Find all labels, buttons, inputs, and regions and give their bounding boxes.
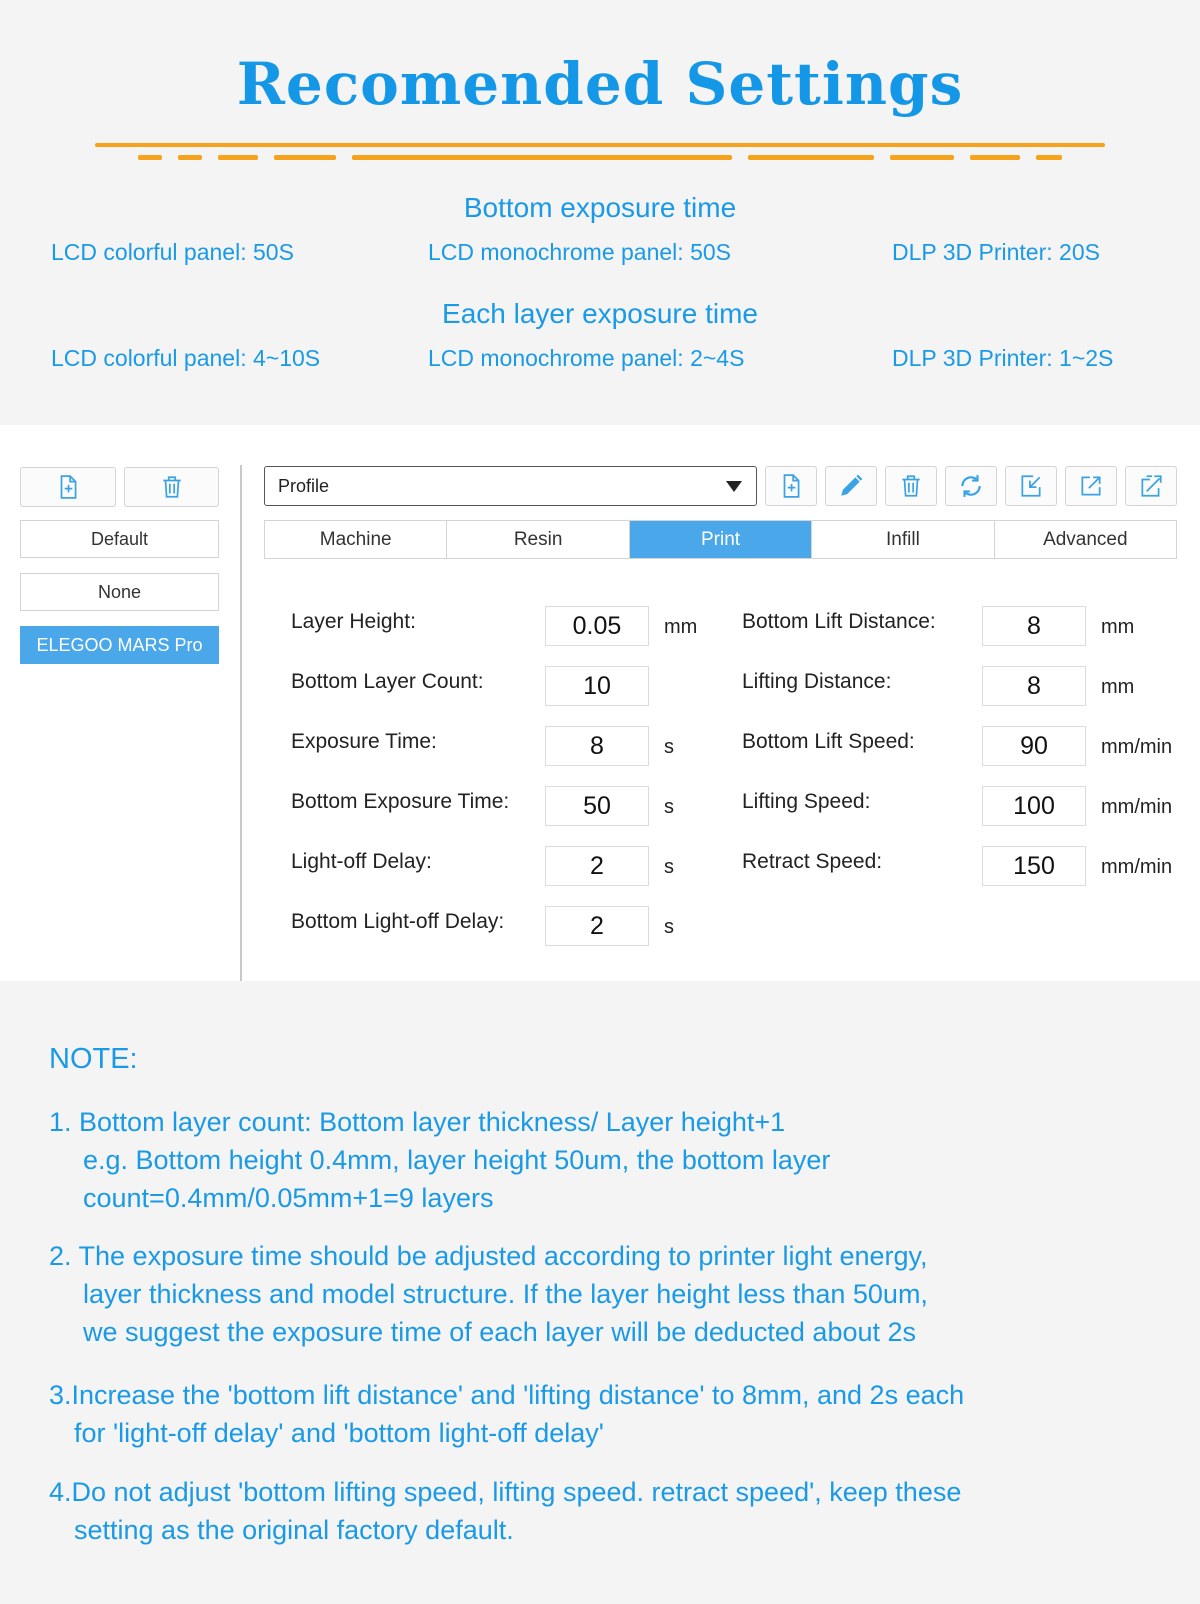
- bottom-exposure-time-unit: s: [664, 796, 674, 818]
- note-title: NOTE:: [49, 1043, 138, 1075]
- lifting-speed-input[interactable]: 100: [982, 786, 1086, 826]
- refresh-button[interactable]: [945, 466, 997, 506]
- note-2-line-1: 2. The exposure time should be adjusted according to printer light energy,: [49, 1241, 928, 1271]
- profile-select[interactable]: [264, 466, 757, 506]
- lifting-distance-label: Lifting Distance:: [742, 670, 892, 693]
- note-2-line-3: we suggest the exposure time of each layer will be deducted about 2s: [83, 1317, 917, 1347]
- layer-exposure-dlp: DLP 3D Printer: 1~2S: [892, 345, 1114, 371]
- note-3-line-1: 3.Increase the 'bottom lift distance' and 'lifting distance' to 8mm, and 2s each: [49, 1380, 965, 1410]
- bottom-exposure-time-label: Bottom Exposure Time:: [291, 790, 510, 813]
- bottom-lift-distance-unit: mm: [1101, 616, 1135, 638]
- tab-machine[interactable]: Machine: [265, 521, 447, 558]
- layer-height-unit: mm: [664, 616, 698, 638]
- export-icon: [1078, 473, 1104, 499]
- note-1-line-1: 1. Bottom layer count: Bottom layer thickness/ Layer height+1: [49, 1107, 786, 1137]
- light-off-delay-unit: s: [664, 856, 674, 878]
- new-file-icon: [55, 474, 81, 500]
- bottom-exposure-dlp: DLP 3D Printer: 20S: [892, 239, 1100, 265]
- export-button[interactable]: [1065, 466, 1117, 506]
- settings-panel: [0, 425, 1200, 981]
- bottom-lift-distance-input[interactable]: 8: [982, 606, 1086, 646]
- light-off-delay-input[interactable]: 2: [545, 846, 649, 886]
- lifting-distance-unit: mm: [1101, 676, 1135, 698]
- exposure-time-label: Exposure Time:: [291, 730, 437, 753]
- note-1-line-2: e.g. Bottom height 0.4mm, layer height 50um, the bottom layer: [83, 1145, 831, 1175]
- delete-button[interactable]: [885, 466, 937, 506]
- tab-advanced[interactable]: Advanced: [995, 521, 1176, 558]
- profile-select-value: Profile: [278, 475, 330, 496]
- share-button[interactable]: [1125, 466, 1177, 506]
- lifting-distance-input[interactable]: 8: [982, 666, 1086, 706]
- layer-height-label: Layer Height:: [291, 610, 416, 633]
- settings-tabs: [264, 520, 1177, 559]
- layer-exposure-lcd-colorful: LCD colorful panel: 4~10S: [51, 345, 321, 371]
- bottom-lift-speed-unit: mm/min: [1101, 736, 1173, 758]
- new-profile-button[interactable]: [20, 467, 116, 507]
- layer-exposure-title: Each layer exposure time: [442, 298, 758, 329]
- lifting-speed-label: Lifting Speed:: [742, 790, 871, 813]
- bottom-lift-speed-input[interactable]: 90: [982, 726, 1086, 766]
- trash-icon: [898, 473, 924, 499]
- bottom-exposure-title: Bottom exposure time: [463, 192, 737, 223]
- bottom-lift-speed-label: Bottom Lift Speed:: [742, 730, 915, 753]
- note-4-line-1: 4.Do not adjust 'bottom lifting speed, lifting speed. retract speed', keep these: [49, 1477, 962, 1507]
- note-2-line-2: layer thickness and model structure. If the layer height less than 50um,: [83, 1279, 928, 1309]
- share-icon: [1138, 473, 1164, 499]
- note-3-line-2: for 'light-off delay' and 'bottom light-off delay': [74, 1418, 604, 1448]
- tab-print[interactable]: Print: [630, 521, 812, 558]
- bottom-exposure-lcd-colorful: LCD colorful panel: 50S: [51, 239, 294, 265]
- new-file-icon: [778, 473, 804, 499]
- refresh-icon: [958, 473, 984, 499]
- exposure-time-unit: s: [664, 736, 674, 758]
- note-1-line-3: count=0.4mm/0.05mm+1=9 layers: [83, 1183, 494, 1213]
- sidebar-item-none[interactable]: None: [20, 573, 219, 611]
- layer-exposure-lcd-mono: LCD monochrome panel: 2~4S: [428, 345, 745, 371]
- bottom-layer-count-label: Bottom Layer Count:: [291, 670, 484, 693]
- retract-speed-unit: mm/min: [1101, 856, 1173, 878]
- bottom-light-off-delay-label: Bottom Light-off Delay:: [291, 910, 505, 933]
- tab-infill[interactable]: Infill: [812, 521, 994, 558]
- page-title: Recomended Settings: [236, 50, 964, 118]
- sidebar-item-default[interactable]: Default: [20, 520, 219, 558]
- title-underline: [95, 143, 1105, 147]
- pencil-icon: [838, 473, 864, 499]
- bottom-layer-count-input[interactable]: 10: [545, 666, 649, 706]
- lifting-speed-unit: mm/min: [1101, 796, 1173, 818]
- layer-height-input[interactable]: 0.05: [545, 606, 649, 646]
- bottom-light-off-delay-unit: s: [664, 916, 674, 938]
- panel-divider: [240, 465, 242, 981]
- edit-button[interactable]: [825, 466, 877, 506]
- bottom-light-off-delay-input[interactable]: 2: [545, 906, 649, 946]
- title-dashes: [0, 155, 1200, 160]
- delete-profile-button[interactable]: [124, 467, 219, 507]
- note-4-line-2: setting as the original factory default.: [74, 1515, 514, 1545]
- trash-icon: [159, 474, 185, 500]
- bottom-lift-distance-label: Bottom Lift Distance:: [742, 610, 936, 633]
- retract-speed-input[interactable]: 150: [982, 846, 1086, 886]
- chevron-down-icon: [726, 481, 742, 492]
- retract-speed-label: Retract Speed:: [742, 850, 883, 873]
- light-off-delay-label: Light-off Delay:: [291, 850, 432, 873]
- import-icon: [1018, 473, 1044, 499]
- exposure-time-input[interactable]: 8: [545, 726, 649, 766]
- import-button[interactable]: [1005, 466, 1057, 506]
- sidebar-item-elegoo-mars-pro[interactable]: ELEGOO MARS Pro: [20, 626, 219, 664]
- new-button[interactable]: [765, 466, 817, 506]
- tab-resin[interactable]: Resin: [447, 521, 629, 558]
- bottom-exposure-time-input[interactable]: 50: [545, 786, 649, 826]
- bottom-exposure-lcd-mono: LCD monochrome panel: 50S: [428, 239, 731, 265]
